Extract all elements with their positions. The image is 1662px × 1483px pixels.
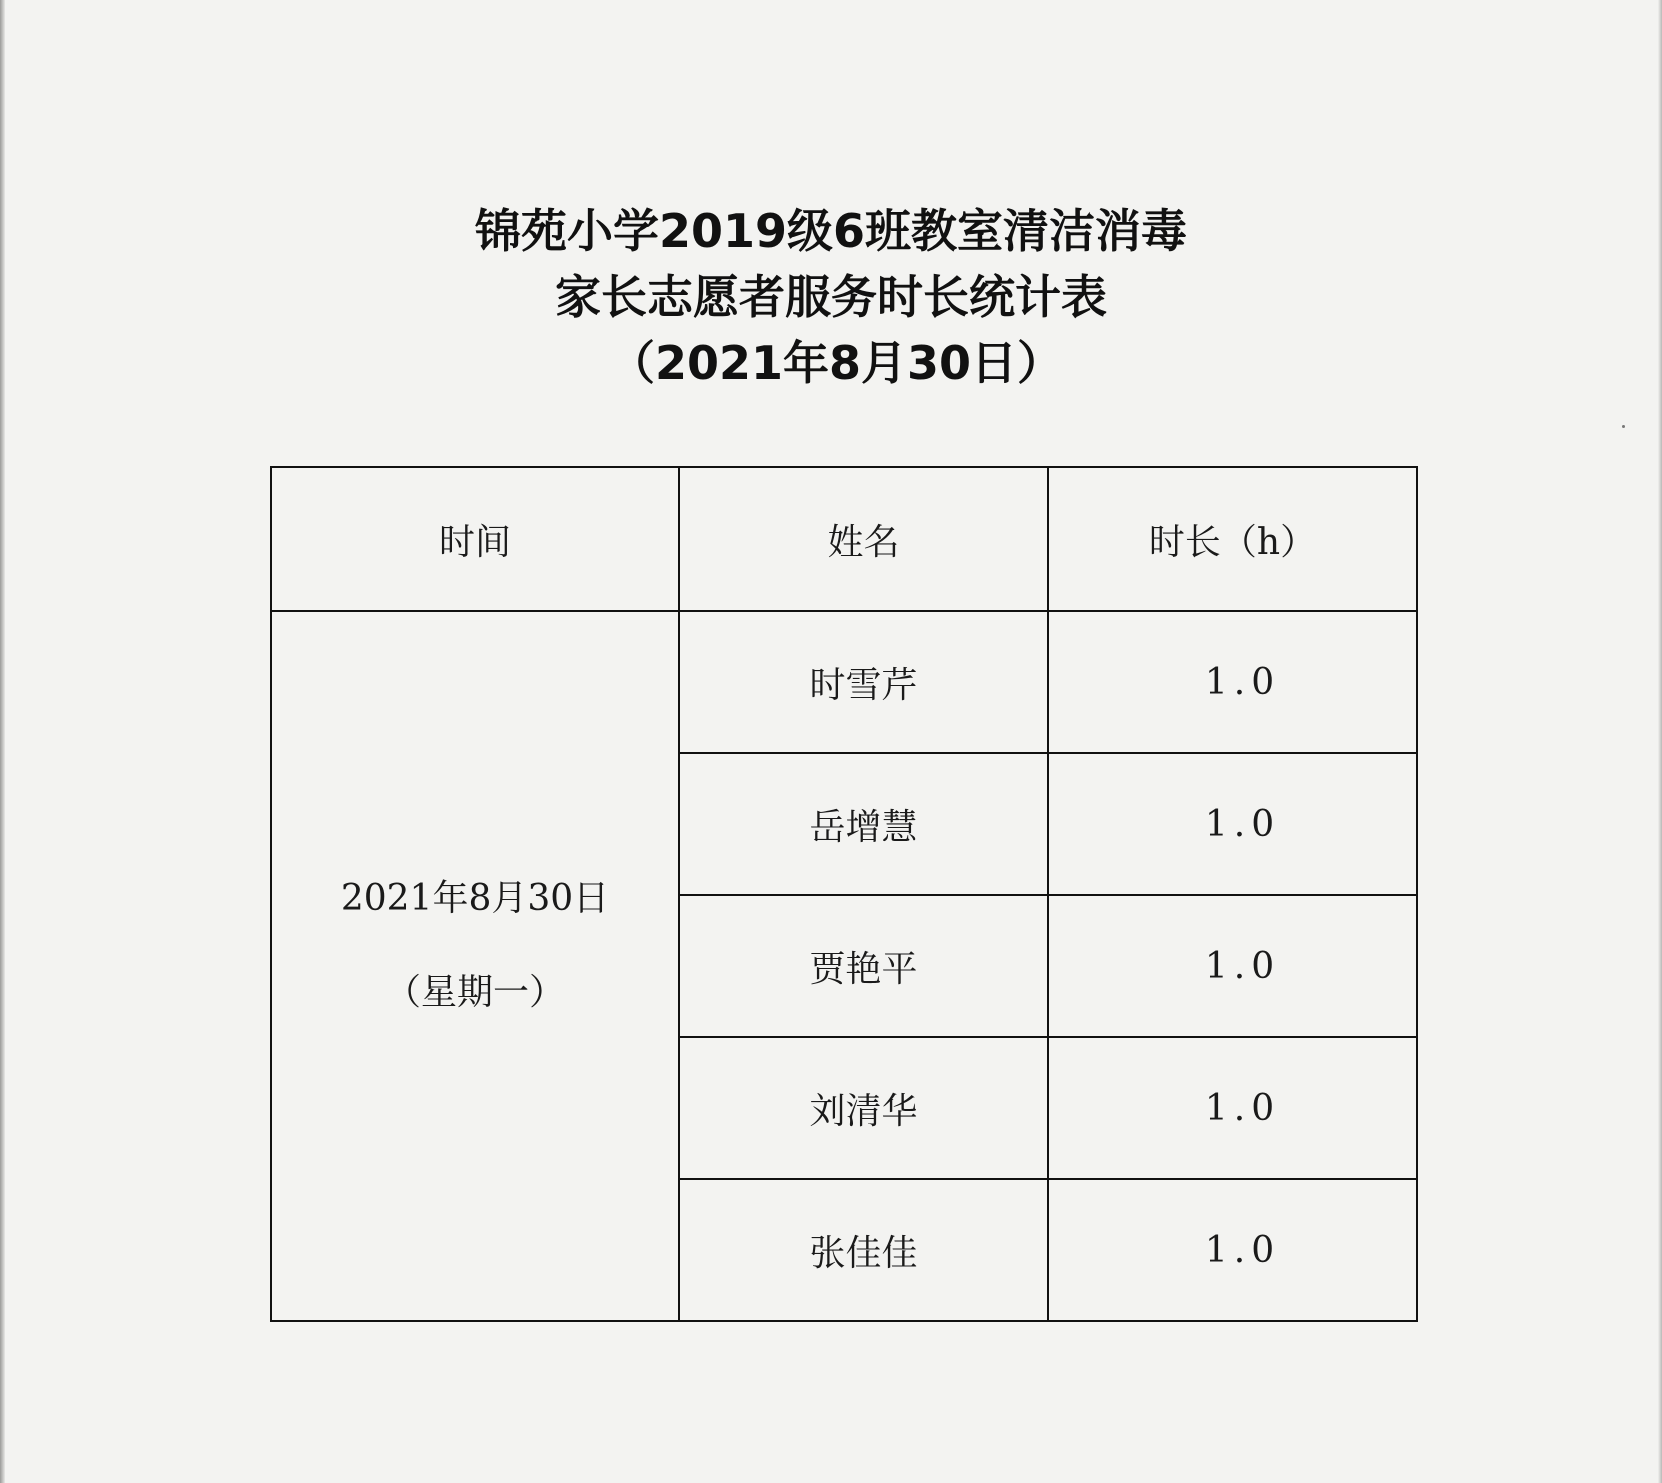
scan-speck (1622, 425, 1625, 428)
document-title (0, 198, 1662, 396)
volunteer-duration: 1.0 (1048, 1037, 1417, 1179)
service-hours-table (270, 466, 1418, 1322)
header-duration: 时长（h） (1048, 467, 1417, 611)
volunteer-name: 时雪芹 (679, 611, 1048, 753)
date-text: 2021年8月30日 (340, 878, 610, 919)
header-time: 时间 (271, 467, 679, 611)
volunteer-name: 张佳佳 (679, 1179, 1048, 1321)
volunteer-name: 岳增慧 (679, 753, 1048, 895)
volunteer-duration: 1.0 (1048, 1179, 1417, 1321)
volunteer-duration: 1.0 (1048, 895, 1417, 1037)
volunteer-duration: 1.0 (1048, 753, 1417, 895)
weekday-text: （星期一） (384, 972, 565, 1013)
title-line-1: 锦苑小学2019级6班教室清洁消毒 (474, 204, 1188, 258)
volunteer-duration: 1.0 (1048, 611, 1417, 753)
table-row (271, 611, 1417, 753)
title-line-2: 家长志愿者服务时长统计表 (555, 270, 1107, 324)
header-name: 姓名 (679, 467, 1048, 611)
volunteer-name: 贾艳平 (679, 895, 1048, 1037)
title-line-3: （2021年8月30日） (608, 336, 1064, 390)
date-cell (271, 611, 679, 1321)
table-header-row (271, 467, 1417, 611)
volunteer-name: 刘清华 (679, 1037, 1048, 1179)
